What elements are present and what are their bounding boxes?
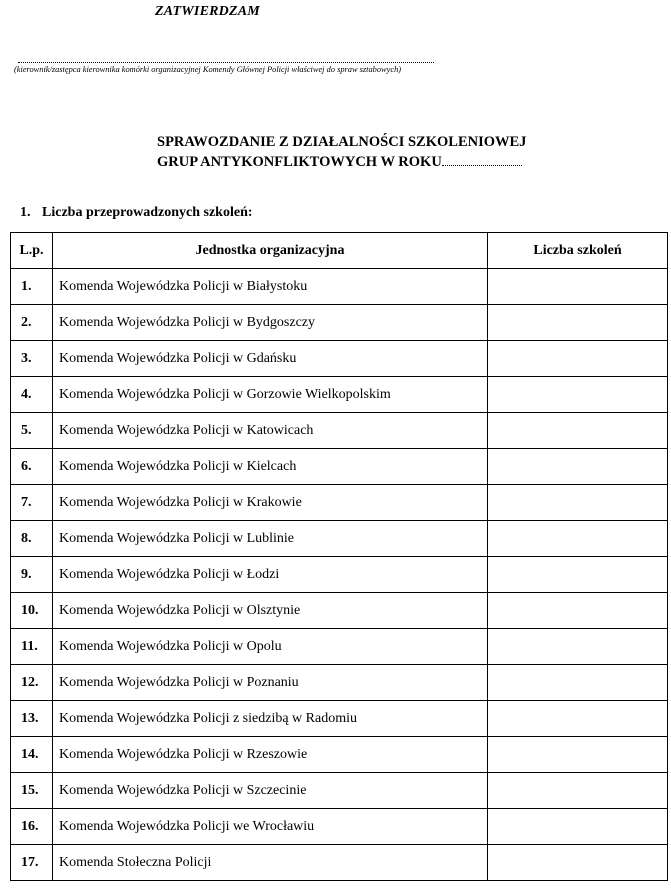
unit-name: Komenda Wojewódzka Policji w Gorzowie Wielkopolskim	[53, 377, 488, 413]
training-count-cell[interactable]	[488, 557, 668, 593]
row-number: 10.	[11, 593, 53, 629]
unit-name: Komenda Wojewódzka Policji w Łodzi	[53, 557, 488, 593]
unit-name: Komenda Wojewódzka Policji w Krakowie	[53, 485, 488, 521]
training-count-cell[interactable]	[488, 773, 668, 809]
row-number: 6.	[11, 449, 53, 485]
row-number: 1.	[11, 269, 53, 305]
unit-name: Komenda Wojewódzka Policji we Wrocławiu	[53, 809, 488, 845]
unit-name: Komenda Wojewódzka Policji w Katowicach	[53, 413, 488, 449]
row-number: 2.	[11, 305, 53, 341]
row-number: 14.	[11, 737, 53, 773]
row-number: 17.	[11, 845, 53, 881]
row-number: 13.	[11, 701, 53, 737]
row-number: 9.	[11, 557, 53, 593]
table-row	[11, 341, 668, 377]
trainings-table	[10, 232, 668, 881]
unit-name: Komenda Wojewódzka Policji w Białystoku	[53, 269, 488, 305]
year-field[interactable]	[442, 152, 522, 166]
table-row	[11, 701, 668, 737]
section-label: Liczba przeprowadzonych szkoleń:	[42, 205, 253, 220]
table-row	[11, 269, 668, 305]
table-row	[11, 485, 668, 521]
unit-name: Komenda Wojewódzka Policji w Szczecinie	[53, 773, 488, 809]
training-count-cell[interactable]	[488, 737, 668, 773]
row-number: 7.	[11, 485, 53, 521]
header-lp: L.p.	[11, 233, 53, 269]
title-line-2	[157, 152, 526, 172]
table-header-row	[11, 233, 668, 269]
unit-name: Komenda Wojewódzka Policji w Poznaniu	[53, 665, 488, 701]
training-count-cell[interactable]	[488, 449, 668, 485]
training-count-cell[interactable]	[488, 845, 668, 881]
training-count-cell[interactable]	[488, 341, 668, 377]
training-count-cell[interactable]	[488, 485, 668, 521]
training-count-cell[interactable]	[488, 809, 668, 845]
table-row	[11, 377, 668, 413]
title-line-1: SPRAWOZDANIE Z DZIAŁALNOŚCI SZKOLENIOWEJ	[157, 134, 527, 150]
row-number: 4.	[11, 377, 53, 413]
table-row	[11, 413, 668, 449]
signature-caption: (kierownik/zastępca kierownika komórki organizacyjnej Komendy Głównej Policji właściwej do spraw sztabowych)	[14, 65, 402, 74]
unit-name: Komenda Wojewódzka Policji w Lublinie	[53, 521, 488, 557]
row-number: 5.	[11, 413, 53, 449]
table-row	[11, 305, 668, 341]
table-row	[11, 773, 668, 809]
row-number: 3.	[11, 341, 53, 377]
row-number: 8.	[11, 521, 53, 557]
training-count-cell[interactable]	[488, 665, 668, 701]
training-count-cell[interactable]	[488, 413, 668, 449]
row-number: 12.	[11, 665, 53, 701]
training-count-cell[interactable]	[488, 305, 668, 341]
training-count-cell[interactable]	[488, 629, 668, 665]
table-row	[11, 665, 668, 701]
table-row	[11, 557, 668, 593]
training-count-cell[interactable]	[488, 593, 668, 629]
unit-name: Komenda Wojewódzka Policji w Kielcach	[53, 449, 488, 485]
training-count-cell[interactable]	[488, 377, 668, 413]
header-unit: Jednostka organizacyjna	[53, 233, 488, 269]
section-number: 1.	[20, 205, 31, 220]
training-count-cell[interactable]	[488, 269, 668, 305]
unit-name: Komenda Stołeczna Policji	[53, 845, 488, 881]
table-row	[11, 449, 668, 485]
table-row	[11, 737, 668, 773]
header-count: Liczba szkoleń	[488, 233, 668, 269]
table-row	[11, 521, 668, 557]
unit-name: Komenda Wojewódzka Policji w Opolu	[53, 629, 488, 665]
title-line-2-text: GRUP ANTYKONFLIKTOWYCH W ROKU	[157, 154, 442, 170]
row-number: 15.	[11, 773, 53, 809]
unit-name: Komenda Wojewódzka Policji w Rzeszowie	[53, 737, 488, 773]
document-title	[157, 133, 526, 172]
table-row	[11, 593, 668, 629]
training-count-cell[interactable]	[488, 701, 668, 737]
training-count-cell[interactable]	[488, 521, 668, 557]
section-heading	[20, 205, 253, 221]
signature-line	[18, 62, 434, 63]
row-number: 11.	[11, 629, 53, 665]
approval-heading: ZATWIERDZAM	[155, 4, 260, 19]
unit-name: Komenda Wojewódzka Policji w Gdańsku	[53, 341, 488, 377]
row-number: 16.	[11, 809, 53, 845]
table-row	[11, 629, 668, 665]
unit-name: Komenda Wojewódzka Policji w Olsztynie	[53, 593, 488, 629]
unit-name: Komenda Wojewódzka Policji w Bydgoszczy	[53, 305, 488, 341]
table-row	[11, 845, 668, 881]
unit-name: Komenda Wojewódzka Policji z siedzibą w Radomiu	[53, 701, 488, 737]
table-row	[11, 809, 668, 845]
